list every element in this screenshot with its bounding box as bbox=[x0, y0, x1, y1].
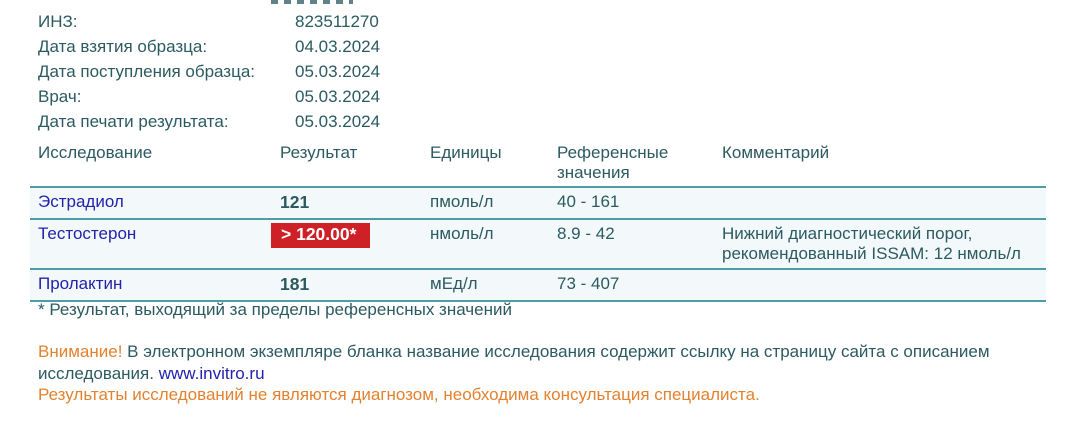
clipped-text-fragment bbox=[271, 0, 353, 4]
electronic-form-notice bbox=[38, 341, 990, 385]
invitro-site-link[interactable]: www.invitro.ru bbox=[158, 364, 265, 383]
results-table-body bbox=[30, 186, 1046, 302]
units-cell: пмоль/л bbox=[430, 192, 494, 211]
table-row bbox=[30, 218, 1046, 268]
table-row bbox=[30, 268, 1046, 302]
info-value: 05.03.2024 bbox=[295, 86, 381, 106]
info-value: 05.03.2024 bbox=[295, 111, 381, 131]
test-name-link[interactable]: Тестостерон bbox=[38, 224, 137, 243]
comment-cell: Нижний диагностический порог, рекомендованный ISSAM: 12 нмоль/л bbox=[722, 224, 1021, 263]
units-cell: нмоль/л bbox=[430, 224, 494, 243]
attention-label: Внимание! bbox=[38, 342, 123, 361]
header-test: Исследование bbox=[38, 143, 153, 162]
header-reference: Референсные значения bbox=[557, 143, 669, 182]
header-comment: Комментарий bbox=[722, 143, 830, 162]
notice-text-line1: В электронном экземпляре бланка название исследования содержит ссылку на страницу сайта с описанием bbox=[127, 342, 990, 361]
info-row bbox=[38, 84, 380, 109]
test-name-link[interactable]: Пролактин bbox=[38, 274, 123, 294]
info-label: Дата взятия образца: bbox=[38, 36, 208, 56]
info-row bbox=[38, 34, 380, 59]
abnormal-result-footnote: * Результат, выходящий за пределы референсных значений bbox=[38, 300, 512, 319]
reference-cell: 8.9 - 42 bbox=[557, 224, 615, 243]
not-a-diagnosis-disclaimer: Результаты исследований не являются диагнозом, необходима консультация специалиста. bbox=[38, 385, 760, 404]
info-label: Дата печати результата: bbox=[38, 111, 229, 131]
test-name-link[interactable]: Эстрадиол bbox=[38, 192, 124, 211]
reference-cell: 40 - 161 bbox=[557, 192, 620, 211]
result-value: 121 bbox=[280, 192, 310, 212]
results-table-header bbox=[30, 143, 1046, 186]
notice-text-line2: исследования. bbox=[38, 364, 154, 383]
info-value: 04.03.2024 bbox=[295, 36, 381, 56]
units-cell: мЕд/л bbox=[430, 274, 478, 294]
result-value: 181 bbox=[280, 274, 310, 295]
info-label: Врач: bbox=[38, 86, 82, 106]
info-row bbox=[38, 9, 380, 34]
result-badge-abnormal: > 120.00* bbox=[271, 223, 370, 248]
info-value: 05.03.2024 bbox=[295, 61, 381, 81]
info-row bbox=[38, 59, 380, 84]
sample-info-section bbox=[38, 9, 380, 134]
info-label: ИНЗ: bbox=[38, 11, 78, 31]
reference-cell: 73 - 407 bbox=[557, 274, 620, 294]
info-value: 823511270 bbox=[295, 11, 379, 31]
table-row bbox=[30, 186, 1046, 218]
results-table bbox=[30, 143, 1046, 302]
header-result: Результат bbox=[280, 143, 358, 162]
header-units: Единицы bbox=[430, 143, 502, 162]
info-label: Дата поступления образца: bbox=[38, 61, 256, 81]
info-row bbox=[38, 109, 380, 134]
